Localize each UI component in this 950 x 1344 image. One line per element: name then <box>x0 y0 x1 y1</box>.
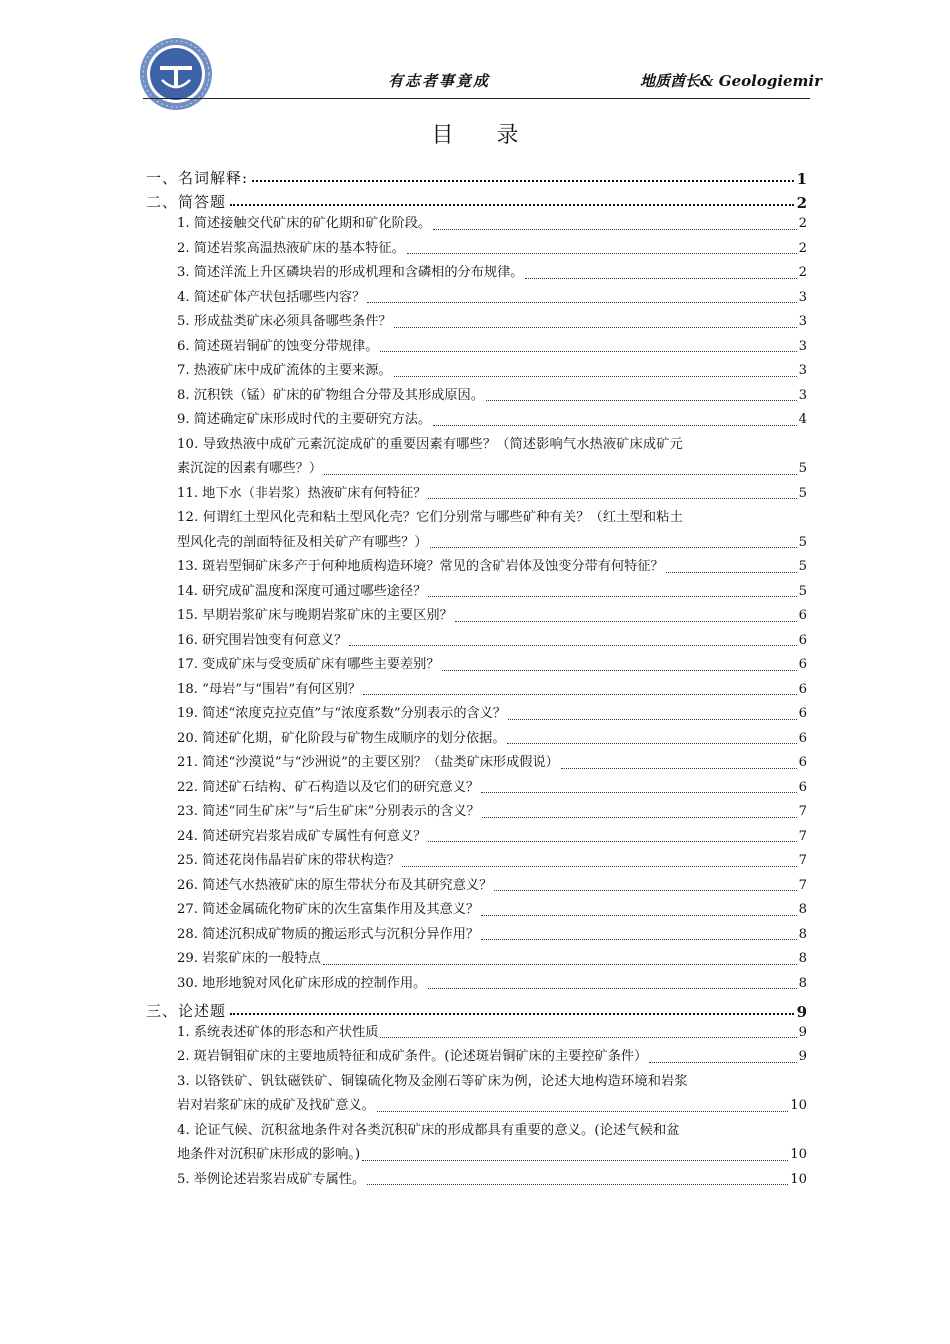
toc-page-number: 10 <box>790 1171 807 1187</box>
toc-page-number: 3 <box>798 387 807 403</box>
dot-leader <box>433 425 796 426</box>
toc-entry-label: 1. 系统表述矿体的形态和产状性质 <box>177 1024 379 1040</box>
dot-leader <box>481 792 797 793</box>
toc-entry-label: 18. “母岩”与“围岩”有何区别？ <box>177 681 362 697</box>
dot-leader <box>367 302 796 303</box>
toc-page-number: 3 <box>798 289 807 305</box>
toc-entry[interactable] <box>177 1168 807 1193</box>
toc-entry-label: 17. 变成矿床与受变质矿床有哪些主要差别？ <box>177 657 440 672</box>
toc-entry[interactable] <box>177 408 807 433</box>
toc-entry[interactable] <box>177 555 807 580</box>
toc-page-number: 8 <box>798 951 807 966</box>
toc-entry[interactable] <box>177 1045 807 1070</box>
dot-leader <box>494 890 796 891</box>
toc-entry[interactable] <box>177 849 807 874</box>
toc-entry-label: 21. 简述“沙漠说”与“沙洲说”的主要区别？（盐类矿床形成假说） <box>177 755 559 770</box>
toc-entry[interactable] <box>177 580 807 605</box>
toc-entry-label: 30. 地形地貌对风化矿床形成的控制作用。 <box>177 975 427 991</box>
dot-leader <box>455 621 797 622</box>
toc-page-number: 7 <box>798 828 807 844</box>
toc-entry[interactable] <box>177 261 807 286</box>
dot-leader <box>394 376 797 377</box>
toc-page-number: 6 <box>798 608 807 623</box>
toc-entry-label-continued: 素沉淀的因素有哪些？） <box>177 461 323 476</box>
toc-entry[interactable] <box>177 702 807 727</box>
toc-entry-label: 23. 简述“同生矿床”与“后生矿床”分别表示的含义？ <box>177 804 480 819</box>
toc-page-number: 2 <box>798 265 807 280</box>
toc-entry-label: 13. 斑岩型铜矿床多产于何种地质构造环境？常见的含矿岩体及蚀变分带有何特征？ <box>177 559 664 574</box>
toc-entry-label: 28. 简述沉积成矿物质的搬运形式与沉积分异作用？ <box>177 926 480 942</box>
toc-entry-label: 26. 简述气水热液矿床的原生带状分布及其研究意义？ <box>177 877 493 893</box>
dot-leader <box>323 964 797 965</box>
toc-entry[interactable] <box>177 629 807 654</box>
toc-entry[interactable] <box>177 800 807 825</box>
toc-page-number: 7 <box>798 853 807 868</box>
toc-entry-label: 20. 简述矿化期，矿化阶段与矿物生成顺序的划分依据。 <box>177 730 506 746</box>
toc-page-number: 8 <box>798 902 807 917</box>
dot-leader <box>362 1160 788 1161</box>
dot-leader <box>363 694 797 695</box>
toc-section[interactable] <box>146 163 807 188</box>
toc-entry-label: 4. 简述矿体产状包括哪些内容？ <box>177 289 366 305</box>
toc-entry[interactable] <box>177 825 807 850</box>
toc-page-number: 9 <box>796 1002 807 1021</box>
toc-entry-label: 5. 举例论述岩浆岩成矿专属性。 <box>177 1171 366 1187</box>
toc-entry-label-continued: 型风化壳的剖面特征及相关矿产有哪些？） <box>177 534 428 550</box>
toc-entry-label: 29. 岩浆矿床的一般特点 <box>177 951 321 966</box>
header-motto: 有志者事竟成 <box>388 72 491 90</box>
toc-entry[interactable] <box>177 898 807 923</box>
dot-leader <box>481 939 797 940</box>
toc-page-number: 7 <box>798 804 807 819</box>
toc-entry[interactable] <box>177 776 807 801</box>
toc-entry[interactable] <box>177 653 807 678</box>
dot-leader <box>428 596 796 597</box>
toc-entry[interactable] <box>177 972 807 997</box>
dot-leader <box>367 1184 788 1185</box>
header-brand: 地质酋长& Geologiemir <box>640 72 823 90</box>
toc-entry-label: 5. 形成盐类矿床必须具备哪些条件？ <box>177 314 392 329</box>
toc-entry[interactable] <box>177 1021 807 1046</box>
dot-leader <box>481 915 797 916</box>
toc-page-number: 6 <box>798 681 807 697</box>
dot-leader <box>482 817 797 818</box>
toc-entry-label: 2. 简述岩浆高温热液矿床的基本特征。 <box>177 240 405 256</box>
dot-leader <box>380 351 796 352</box>
toc-entry-label: 3. 简述洋流上升区磷块岩的形成机理和含磷相的分布规律。 <box>177 265 524 280</box>
toc-entry[interactable] <box>177 604 807 629</box>
toc-entry[interactable] <box>177 335 807 360</box>
toc-page-number: 9 <box>798 1049 807 1064</box>
toc-entry[interactable] <box>177 286 807 311</box>
dot-leader <box>324 474 797 475</box>
dot-leader <box>394 327 797 328</box>
dot-leader <box>433 229 796 230</box>
dot-leader <box>649 1062 796 1063</box>
toc-entry-label: 24. 简述研究岩浆岩成矿专属性有何意义？ <box>177 828 427 844</box>
toc-entry-label-continued: 岩对岩浆矿床的成矿及找矿意义。 <box>177 1098 375 1113</box>
toc-entry-label: 10. 导致热液中成矿元素沉淀成矿的重要因素有哪些？（简述影响气水热液矿床成矿元 <box>177 436 683 452</box>
toc-entry[interactable] <box>177 212 807 237</box>
dot-leader <box>230 204 794 206</box>
toc-page-number: 2 <box>798 216 807 231</box>
toc-entry[interactable] <box>177 874 807 899</box>
toc-page-number: 6 <box>798 730 807 746</box>
dot-leader <box>349 645 796 646</box>
toc-section-label: 一、名词解释: <box>146 168 249 187</box>
toc-page-number: 6 <box>798 632 807 648</box>
dot-leader <box>561 768 797 769</box>
toc-page-number: 5 <box>798 461 807 476</box>
toc-section-label: 二、简答题 <box>146 193 227 211</box>
toc-entry-label: 15. 早期岩浆矿床与晚期岩浆矿床的主要区别？ <box>177 608 453 623</box>
toc-entry[interactable] <box>177 751 807 776</box>
toc-entry[interactable] <box>177 433 807 482</box>
dot-leader <box>428 841 796 842</box>
toc-entry-label: 4. 论证气候、沉积盆地条件对各类沉积矿床的形成都具有重要的意义。(论述气候和盆 <box>177 1122 680 1138</box>
dot-leader <box>407 253 797 254</box>
toc-entry-label: 12. 何谓红土型风化壳和粘土型风化壳？它们分别常与哪些矿种有关？（红土型和粘土 <box>177 510 683 525</box>
toc-page-number: 6 <box>798 706 807 721</box>
table-of-contents <box>146 163 807 1192</box>
toc-page-number: 5 <box>798 485 807 501</box>
header-rule <box>143 98 810 99</box>
toc-entry[interactable] <box>177 727 807 752</box>
toc-entry-label: 22. 简述矿石结构、矿石构造以及它们的研究意义？ <box>177 779 480 795</box>
dot-leader <box>508 719 797 720</box>
toc-page-number: 10 <box>790 1098 807 1113</box>
dot-leader <box>442 670 797 671</box>
toc-page-number: 5 <box>798 534 807 550</box>
toc-entry[interactable] <box>177 506 807 555</box>
toc-entry-label: 25. 简述花岗伟晶岩矿床的带状构造？ <box>177 853 400 868</box>
dot-leader <box>507 743 796 744</box>
toc-page-number: 7 <box>798 877 807 893</box>
toc-page-number: 6 <box>798 779 807 795</box>
toc-entry-label: 11. 地下水（非岩浆）热液矿床有何特征？ <box>177 485 427 501</box>
toc-entry-label: 19. 简述“浓度克拉克值”与“浓度系数”分别表示的含义？ <box>177 706 507 721</box>
toc-page-number: 1 <box>796 169 807 188</box>
toc-page-number: 8 <box>798 926 807 942</box>
dot-leader <box>252 180 794 182</box>
toc-section-label: 三、论述题 <box>146 1001 227 1020</box>
dot-leader <box>666 572 797 573</box>
toc-entry-label: 14. 研究成矿温度和深度可通过哪些途径？ <box>177 583 427 599</box>
toc-page-number: 6 <box>798 755 807 770</box>
toc-entry-label-continued: 地条件对沉积矿床形成的影响。) <box>177 1147 361 1162</box>
toc-entry-label: 16. 研究围岩蚀变有何意义？ <box>177 632 348 648</box>
toc-entry-label: 9. 简述确定矿床形成时代的主要研究方法。 <box>177 412 432 427</box>
dot-leader <box>230 1013 794 1015</box>
toc-entry-label: 2. 斑岩铜钼矿床的主要地质特征和成矿条件。(论述斑岩铜矿床的主要控矿条件） <box>177 1049 648 1064</box>
toc-entry-label: 7. 热液矿床中成矿流体的主要来源。 <box>177 363 392 378</box>
dot-leader <box>428 498 796 499</box>
toc-page-number: 3 <box>798 314 807 329</box>
dot-leader <box>430 547 797 548</box>
university-logo <box>138 36 214 112</box>
toc-entry[interactable] <box>177 1119 807 1168</box>
dot-leader <box>380 1037 796 1038</box>
toc-page-number: 3 <box>798 363 807 378</box>
toc-entry[interactable] <box>177 678 807 703</box>
toc-page-number: 5 <box>798 583 807 599</box>
toc-entry[interactable] <box>177 923 807 948</box>
toc-entry[interactable] <box>177 482 807 507</box>
dot-leader <box>377 1111 788 1112</box>
dot-leader <box>402 866 797 867</box>
toc-entry[interactable] <box>177 359 807 384</box>
toc-page-number: 2 <box>798 240 807 256</box>
toc-entry-label: 27. 简述金属硫化物矿床的次生富集作用及其意义？ <box>177 902 480 917</box>
toc-section[interactable] <box>146 188 807 213</box>
toc-page-number: 9 <box>798 1024 807 1040</box>
toc-entry-label: 3. 以铬铁矿、钒钛磁铁矿、铜镍硫化物及金刚石等矿床为例，论述大地构造环境和岩浆 <box>177 1073 688 1089</box>
toc-entry[interactable] <box>177 384 807 409</box>
toc-entry[interactable] <box>177 947 807 972</box>
toc-page-number: 6 <box>798 657 807 672</box>
dot-leader <box>486 400 797 401</box>
page-title: 目 录 <box>431 123 537 148</box>
toc-entry-label: 6. 简述斑岩铜矿的蚀变分带规律。 <box>177 338 379 354</box>
toc-page-number: 5 <box>798 559 807 574</box>
dot-leader <box>428 988 796 989</box>
toc-entry[interactable] <box>177 1070 807 1119</box>
toc-page-number: 3 <box>798 338 807 354</box>
toc-entry[interactable] <box>177 310 807 335</box>
toc-entry-label: 8. 沉积铁（锰）矿床的矿物组合分带及其形成原因。 <box>177 387 484 403</box>
dot-leader <box>525 278 796 279</box>
toc-page-number: 2 <box>796 194 807 212</box>
toc-page-number: 4 <box>798 412 807 427</box>
toc-entry-label: 1. 简述接触交代矿床的矿化期和矿化阶段。 <box>177 216 432 231</box>
toc-entry[interactable] <box>177 237 807 262</box>
toc-page-number: 8 <box>798 975 807 991</box>
toc-page-number: 10 <box>790 1147 807 1162</box>
toc-section[interactable] <box>146 996 807 1021</box>
